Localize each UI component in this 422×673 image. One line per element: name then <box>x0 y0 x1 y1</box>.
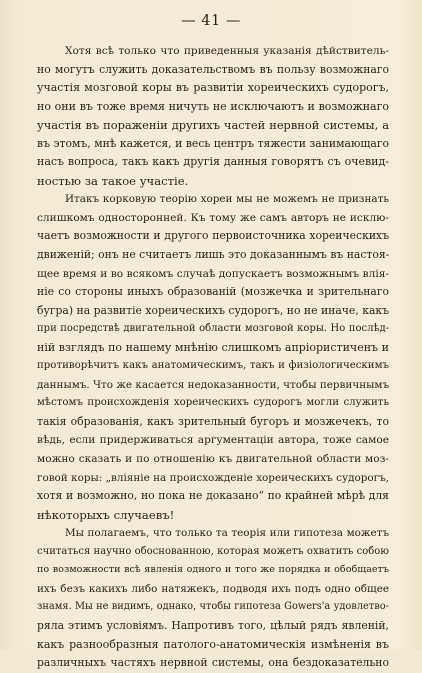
text-line: такія образованія, какъ зрительный бугоръ и мозжечекъ, то <box>37 414 389 428</box>
body-text <box>37 42 389 673</box>
page-number: — 41 — <box>181 13 241 29</box>
text-line: слишкомъ односторонней. Къ тому же самъ авторъ не исклю- <box>37 211 389 224</box>
text-line: ихъ безъ какихъ либо натяжекъ, подводя ихъ подъ одно общее <box>37 582 389 595</box>
text-line: но они въ тоже время ничуть не исключаютъ и возможнаго <box>37 99 389 113</box>
text-line: по возможности всѣ явленія одного и того же порядка и обобщаетъ <box>37 564 389 576</box>
text-line: мѣстомъ происхожденія хореическихъ судорогъ могли служить <box>37 397 389 409</box>
text-line: Хотя всѣ только что приведенныя указанія дѣйствитель- <box>65 45 389 57</box>
text-line: участія въ пораженіи другихъ частей нервной системы, а <box>37 118 389 133</box>
text-line: нѣкоторыхъ случаевъ! <box>37 507 175 522</box>
text-line: вѣдь, если придерживаться аргументаціи автора, тоже самое <box>37 434 389 447</box>
text-line: ніе со стороны иныхъ образованій (мозжечка и зрительнаго <box>37 285 389 299</box>
text-line: при посредствѣ двигательной области мозговой коры. Но послѣд- <box>37 323 389 335</box>
text-line: чаетъ возможности и другого первоисточника хореическихъ <box>37 229 389 243</box>
text-line: ряла этимъ условіямъ. Напротивъ того, цѣлый рядъ явленій, <box>37 618 389 632</box>
text-line: Итакъ корковую теорію хореи мы не можемъ не признать <box>65 193 389 206</box>
text-line: даннымъ. Что же касается недоказанности, чтобы первичнымъ <box>37 378 390 391</box>
text-line: можно сказать и по отношенію къ двигательной области моз- <box>37 453 389 466</box>
text-line: знамя. Мы не видимъ, однако, чтобы гипотеза Gowers'а удовлетво- <box>37 601 389 613</box>
text-line: щее время и во всякомъ случаѣ допускаетъ возможнымъ влія- <box>37 267 389 280</box>
text-line: насъ вопроса, такъ какъ другія данныя говорятъ съ очевид- <box>37 155 389 169</box>
text-line: ній взглядъ по нашему мнѣнію слишкомъ апріористиченъ и <box>37 340 389 354</box>
text-line: различныхъ частяхъ нервной системы, она бездоказательно <box>37 656 389 670</box>
text-line: ностью за такое участіе. <box>37 173 189 188</box>
text-line: въ этомъ, мнѣ кажется, и весь центръ тяжести занимающаго <box>37 136 389 150</box>
text-line: движеній; онъ не считаетъ лишь это доказаннымъ въ настоя- <box>37 248 390 262</box>
text-line: бугра) на развитіе хореическихъ судорогъ, но не иначе, какъ <box>37 303 389 317</box>
text-line: хотя и возможно, но пока не доказано“ по крайней мѣрѣ для <box>37 489 389 503</box>
text-line: считаться научно обоснованною, которая можетъ охватить собою <box>37 545 389 557</box>
text-line: участія мозговой коры въ развитіи хореическихъ судорогъ, <box>37 81 389 95</box>
text-line: Мы полагаемъ, что только та теорія или гипотеза можетъ <box>65 527 389 540</box>
text-line: противорѣчитъ какъ анатомическимъ, такъ и физіологическимъ <box>37 360 389 372</box>
text-line: но могутъ служить доказательствомъ въ пользу возможнаго <box>37 62 389 76</box>
text-line: какъ разнообразныя патолого-анатомическія измѣненія въ <box>37 637 389 651</box>
text-line: говой коры: „вліяніе на происхожденіе хореическихъ судорогъ, <box>37 471 389 484</box>
